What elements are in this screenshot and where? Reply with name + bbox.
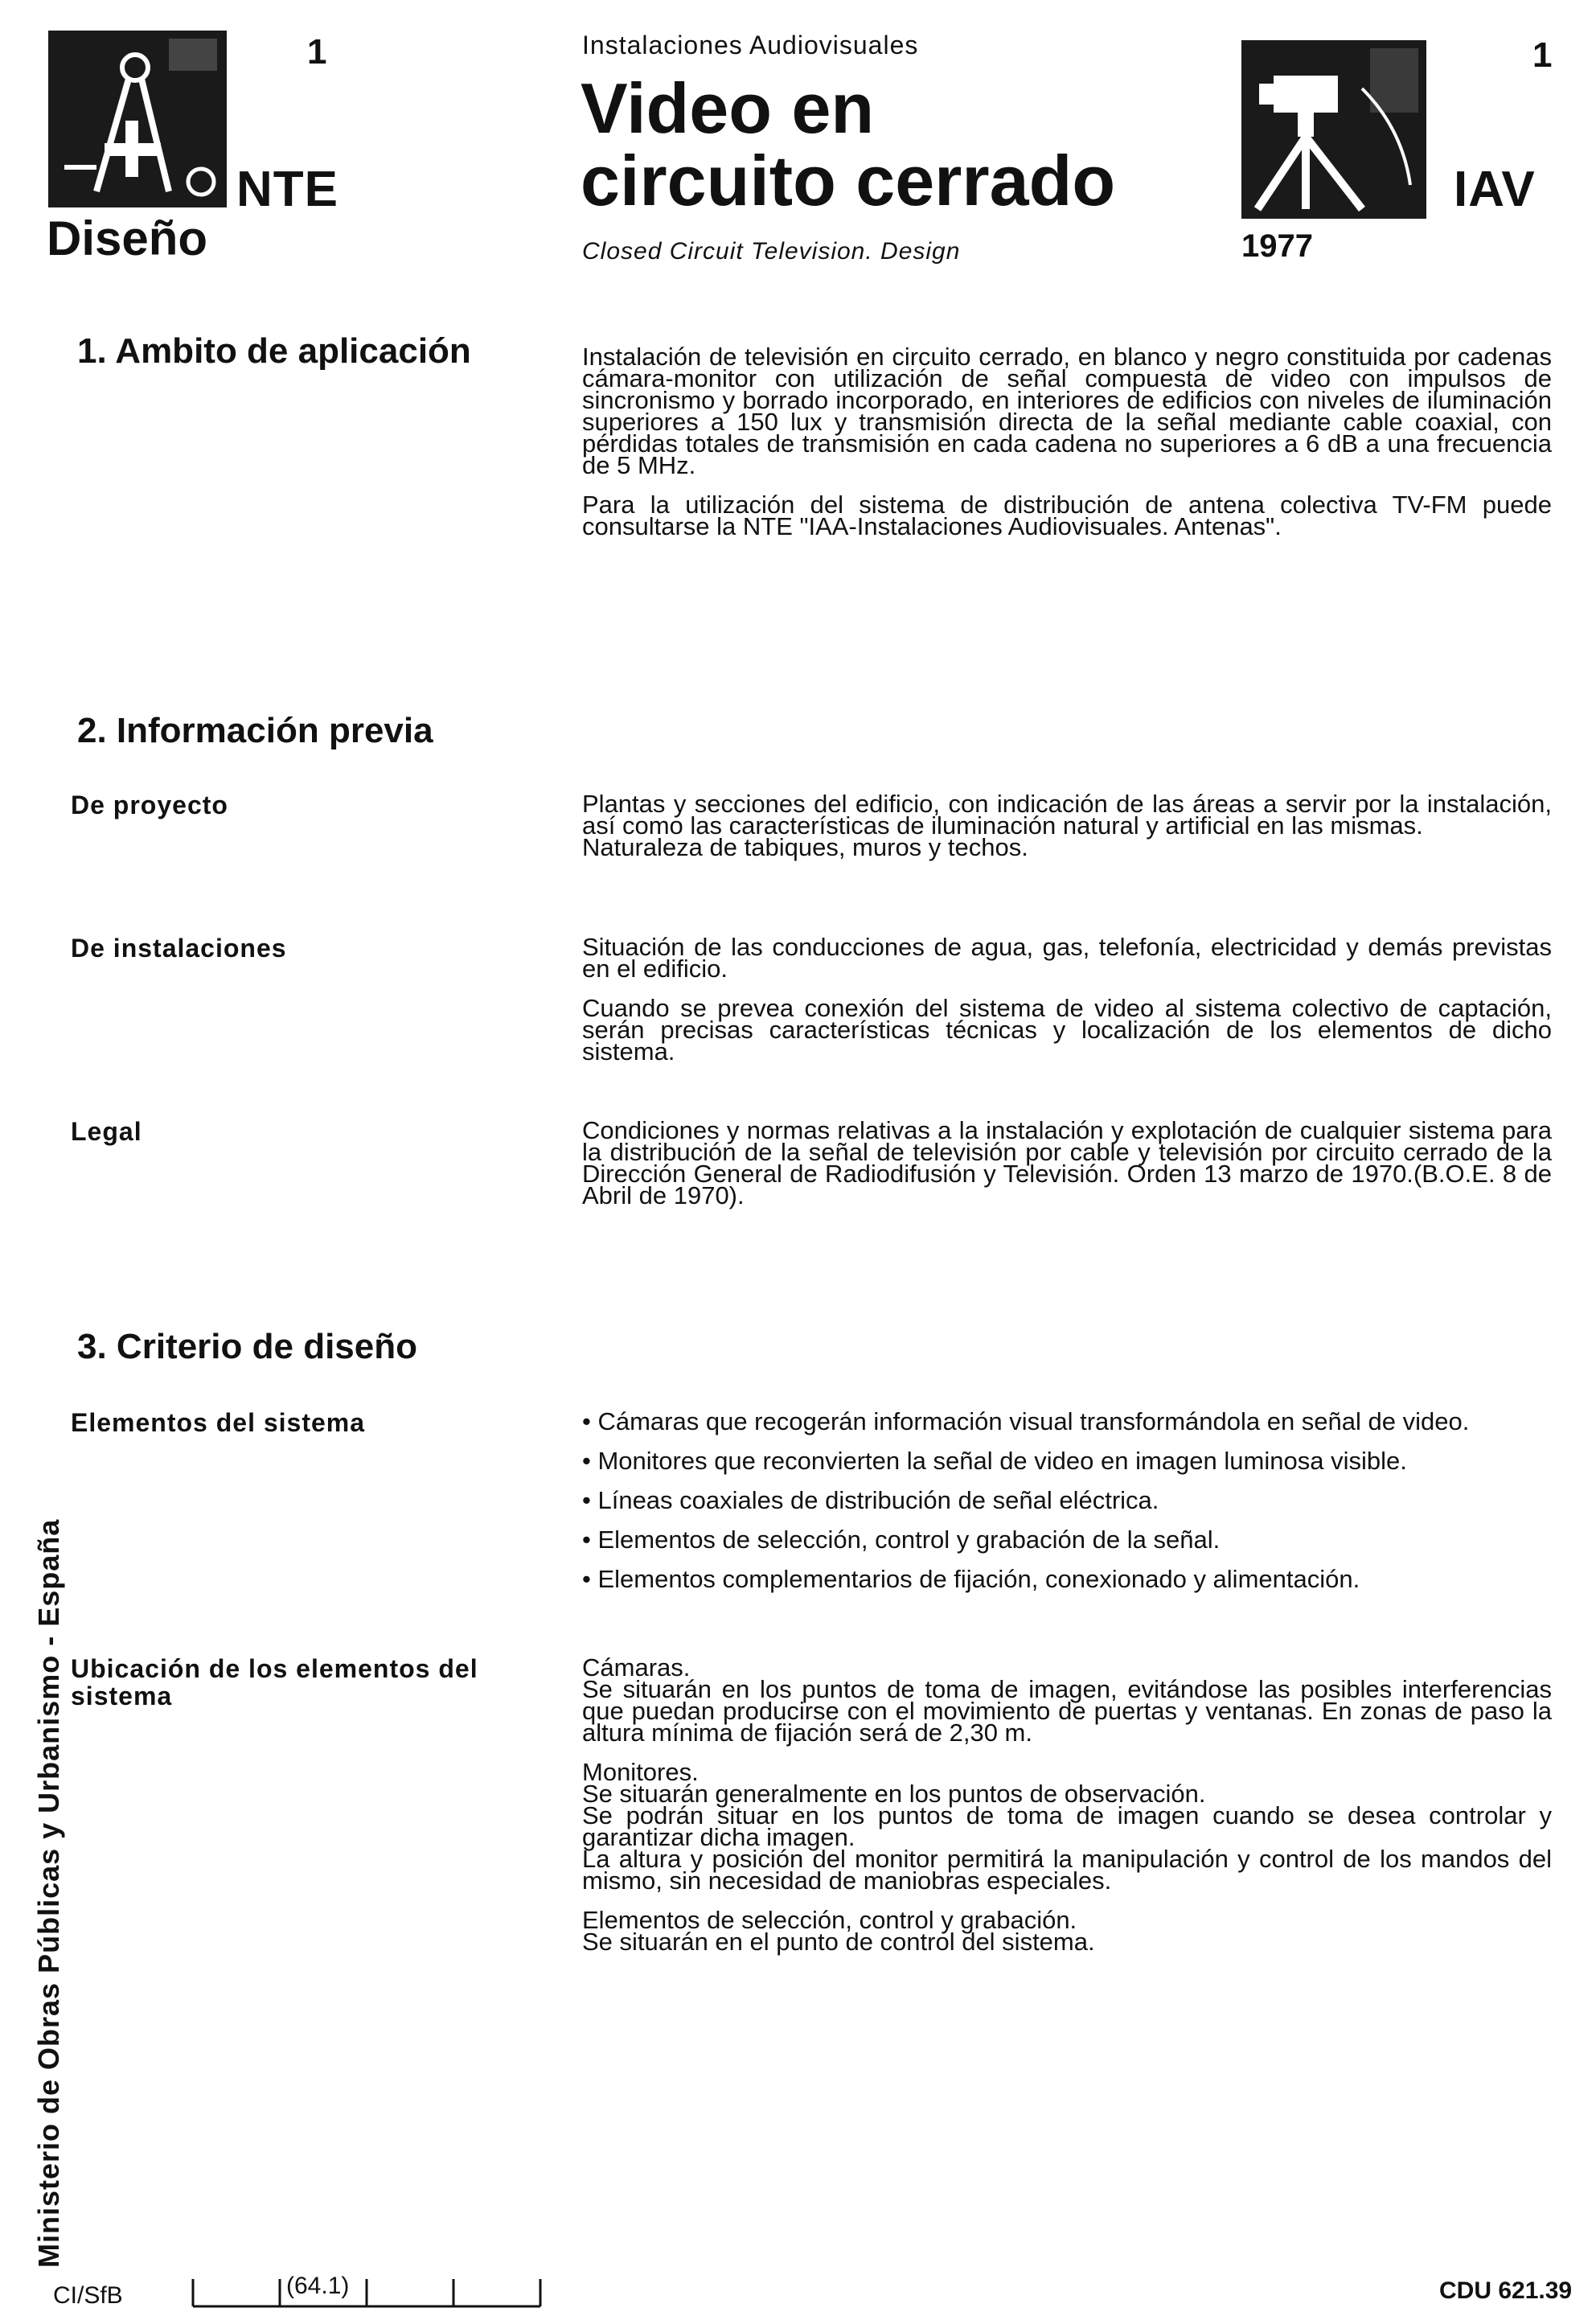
page-title: [581, 68, 1116, 220]
camaras-block: [582, 1653, 1552, 1747]
iav-logo: [1241, 40, 1426, 219]
subject-label: Instalaciones Audiovisuales: [582, 31, 919, 60]
cdu-code: CDU 621.39: [1439, 2277, 1573, 2304]
left-series-code: NTE: [236, 162, 338, 217]
legal-paragraph-1: Condiciones y normas relativas a la instalación y explotación de cualquier sistema para la distribución de la señal de televisión por cable y televisión por circuito cerrado de la Dirección General de Radiodifusión y Televisión. Orden 13 marzo de 1970.(B.O.E. 8 de Abril de 1970).: [582, 1116, 1552, 1209]
cisfb-classification-boxes: [190, 2269, 544, 2310]
ubicacion-label-line-1: Ubicación de los elementos del: [71, 1654, 478, 1683]
section-3-heading: 3. Criterio de diseño: [77, 1327, 417, 1366]
cisfb-code: (64.1): [286, 2273, 350, 2299]
ubicacion-label-line-2: sistema: [71, 1682, 173, 1710]
camaras-title: Cámaras.: [582, 1653, 691, 1682]
ministry-vertical-label: Ministerio de Obras Públicas y Urbanismo - España: [32, 1518, 65, 2268]
monitores-line-2: Se podrán situar en los puntos de toma de imagen cuando se desea controlar y garantizar dicha imagen.: [582, 1801, 1552, 1851]
list-item: • Líneas coaxiales de distribución de señal eléctrica.: [582, 1489, 1552, 1511]
section-1-paragraph-1: Instalación de televisión en circuito cerrado, en blanco y negro constituida por cadenas cámara-monitor con utilización de señal compuesta de video con impulsos de sincronismo y borrado incorporado, en interiores de edificios con niveles de iluminación superiores a 150 lux y transmisión directa de la señal mediante cable coaxial, con pérdidas totales de transmisión en cada cadena no superiores a 6 dB a una frecuencia de 5 MHz.: [582, 343, 1552, 479]
monitores-line-1: Se situarán generalmente en los puntos de observación.: [582, 1780, 1206, 1808]
instalaciones-body: [582, 933, 1552, 1080]
seleccion-block: [582, 1906, 1552, 1956]
monitores-block: [582, 1758, 1552, 1895]
right-series-code: IAV: [1454, 162, 1536, 217]
camaras-text: Se situarán en los puntos de toma de imagen, evitándose las posibles interferencias que puedan producirse con el movimiento de puertas y ventanas. En zonas de paso la altura mínima de fijación será de 2,30 m.: [582, 1675, 1552, 1747]
category-label: Diseño: [47, 211, 208, 265]
elementos-label: Elementos del sistema: [71, 1408, 366, 1437]
instalaciones-paragraph-1: Situación de las conducciones de agua, gas, telefonía, electricidad y demás previstas en el edificio.: [582, 933, 1552, 983]
monitores-title: Monitores.: [582, 1758, 699, 1786]
nte-logo: [48, 31, 227, 207]
left-sheet-number: 1: [307, 32, 327, 72]
proyecto-paragraph-2: Naturaleza de tabiques, muros y techos.: [582, 833, 1028, 861]
legal-label: Legal: [71, 1117, 142, 1146]
elementos-list: [582, 1407, 1552, 1608]
ubicacion-body: [582, 1653, 1552, 1970]
legal-body: [582, 1116, 1552, 1224]
page-subtitle: Closed Circuit Television. Design: [582, 238, 961, 265]
publication-year: 1977: [1241, 228, 1313, 264]
list-item: • Elementos complementarios de fijación, conexionado y alimentación.: [582, 1568, 1552, 1590]
section-1-paragraph-2: Para la utilización del sistema de distribución de antena colectiva TV-FM puede consultarse la NTE "IAA-Instalaciones Audiovisuales. Antenas".: [582, 491, 1552, 540]
cisfb-label: CI/SfB: [53, 2282, 123, 2309]
section-1-heading: 1. Ambito de aplicación: [77, 331, 471, 371]
proyecto-paragraph-1: Plantas y secciones del edificio, con indicación de las áreas a servir por la instalación, así como las características de iluminación natural y artificial en las mismas.: [582, 790, 1552, 840]
title-line-1: Video en: [581, 68, 875, 148]
list-item: • Elementos de selección, control y grabación de la señal.: [582, 1529, 1552, 1550]
monitores-line-3: La altura y posición del monitor permitirá la manipulación y control de los mandos del mismo, sin necesidad de maniobras especiales.: [582, 1845, 1552, 1895]
instalaciones-paragraph-2: Cuando se prevea conexión del sistema de video al sistema colectivo de captación, serán precisas características técnicas y localización de los elementos de dicho sistema.: [582, 994, 1552, 1066]
section-1-body: [582, 343, 1552, 555]
seleccion-title: Elementos de selección, control y grabación.: [582, 1906, 1077, 1934]
ubicacion-label: [71, 1655, 478, 1710]
list-item: • Monitores que reconvierten la señal de video en imagen luminosa visible.: [582, 1450, 1552, 1472]
list-item: • Cámaras que recogerán información visual transformándola en señal de video.: [582, 1411, 1552, 1432]
proyecto-label: De proyecto: [71, 790, 228, 819]
right-sheet-number: 1: [1532, 35, 1553, 75]
proyecto-body: [582, 790, 1552, 876]
title-line-2: circuito cerrado: [581, 141, 1116, 220]
camera-logo-icon: [1241, 40, 1426, 219]
section-2-heading: 2. Información previa: [77, 711, 433, 750]
compass-logo-icon: [48, 31, 227, 207]
instalaciones-label: De instalaciones: [71, 934, 287, 963]
seleccion-text: Se situarán en el punto de control del sistema.: [582, 1928, 1095, 1956]
